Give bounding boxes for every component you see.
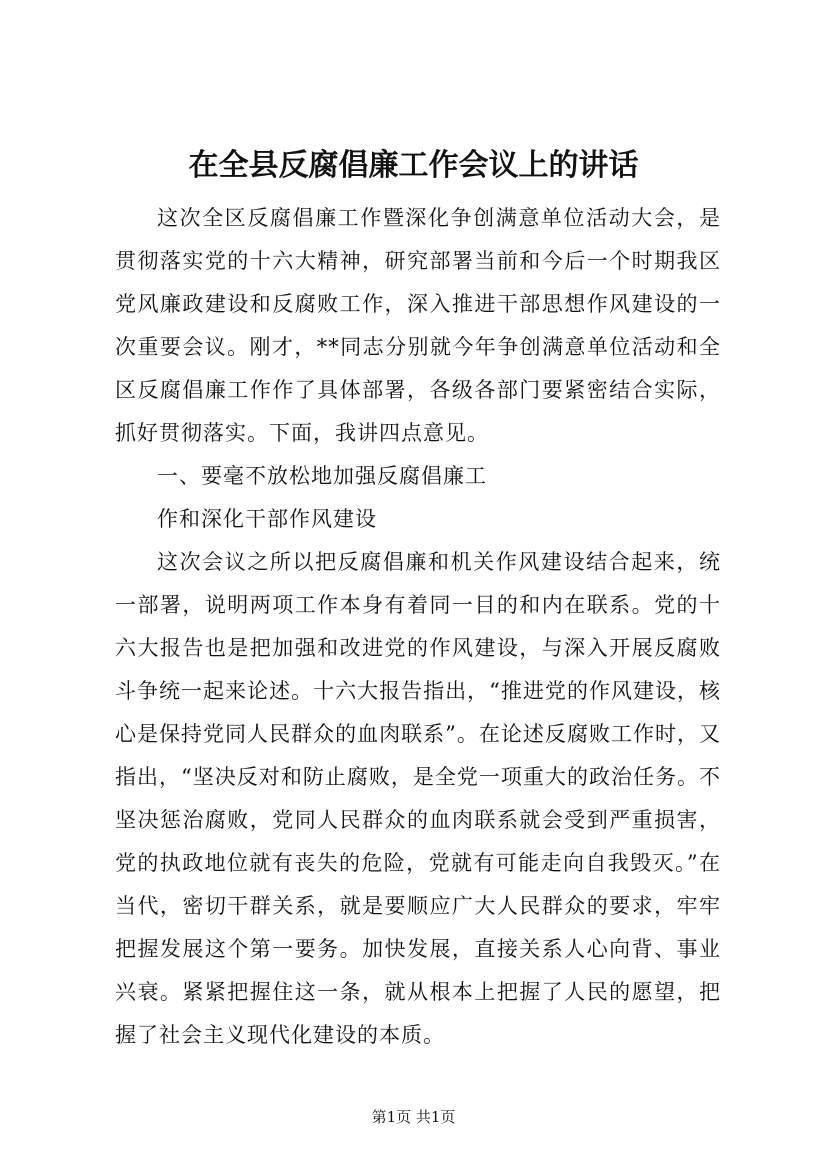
paragraph-section-one: 这次会议之所以把反腐倡廉和机关作风建设结合起来，统一部署，说明两项工作本身有着同一目的和内在联系。党的十六大报告也是把加强和改进党的作风建设，与深入开展反腐败斗争统一起来论述。十六大报告指出，“推进党的作风建设，核心是保持党同人民群众的血肉联系”。在论述反腐败工作时，又指出，“坚决反对和防止腐败，是全党一项重大的政治任务。不坚决惩治腐败，党同人民群众的血肉联系就会受到严重损害，党的执政地位就有丧失的危险，党就有可能走向自我毁灭。”在当代，密切干群关系，就是要顺应广大人民群众的要求，牢牢把握发展这个第一要务。加快发展，直接关系人心向背、事业兴衰。紧紧把握住这一条，就从根本上把握了人民的愿望，把握了社会主义现代化建设的本质。 [115, 550, 721, 1047]
page-footer: 第1页 共1页 [371, 1108, 456, 1126]
section-heading-line-1: 一、要毫不放松地加强反腐倡廉工 [157, 464, 487, 488]
paragraph-intro: 这次全区反腐倡廉工作暨深化争创满意单位活动大会，是贯彻落实党的十六大精神，研究部署当前和今后一个时期我区党风廉政建设和反腐败工作，深入推进干部思想作风建设的一次重要会议。刚才，**同志分别就今年争创满意单位活动和全区反腐倡廉工作作了具体部署，各级各部门要紧密结合实际，抓好贯彻落实。下面，我讲四点意见。 [115, 206, 721, 445]
document-body [115, 197, 721, 1057]
section-heading-line-2: 作和深化干部作风建设 [157, 507, 377, 531]
document-title: 在全县反腐倡廉工作会议上的讲话 [188, 148, 639, 183]
